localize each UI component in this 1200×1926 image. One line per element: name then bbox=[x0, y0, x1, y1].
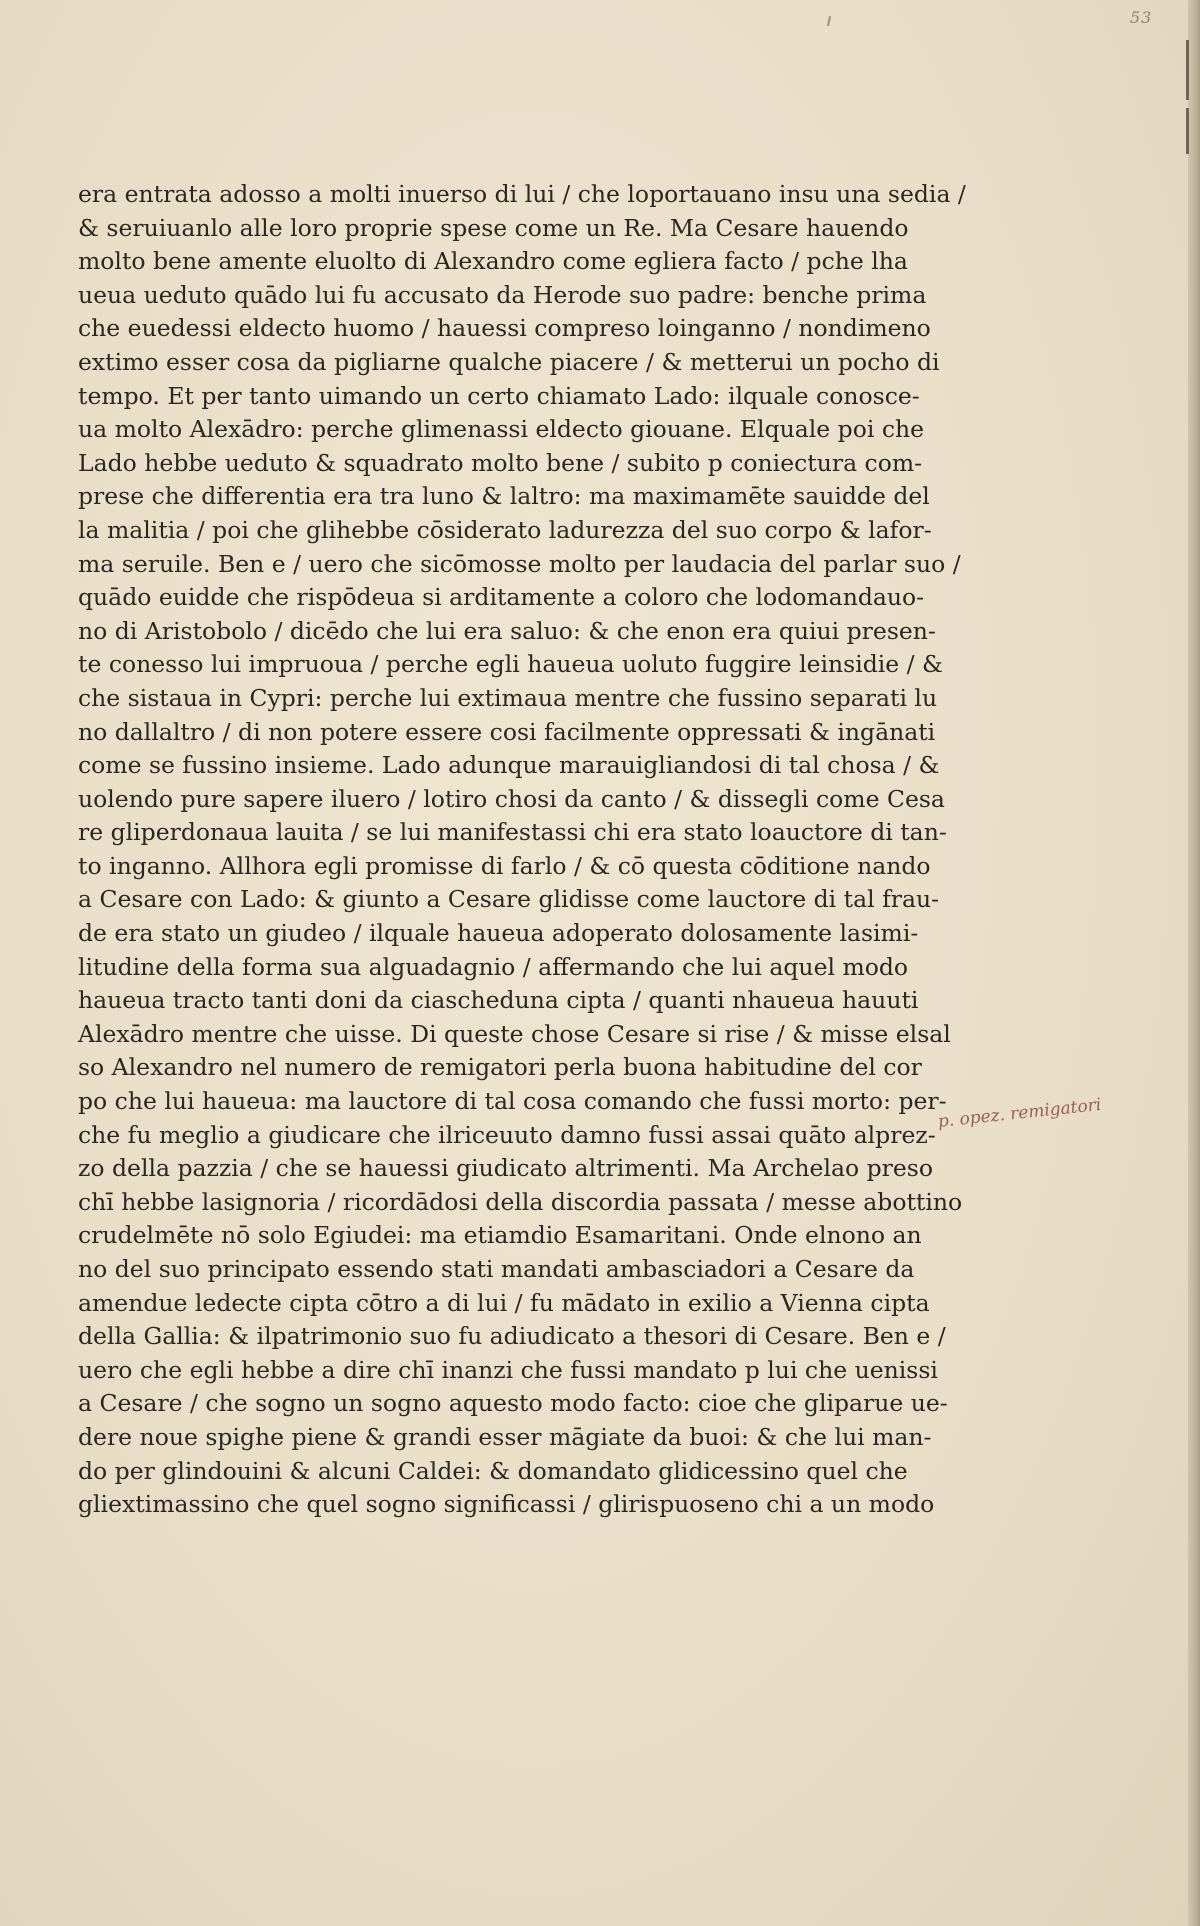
text-line: era entrata adosso a molti inuerso di lui / che loportauano insu una sedia / bbox=[78, 180, 966, 208]
page-speck bbox=[827, 16, 831, 26]
text-line: uolendo pure sapere iluero / lotiro chosi da canto / & dissegli come Cesa bbox=[78, 784, 945, 813]
text-line: do per glindouini & alcuni Caldei: & domandato glidicessino quel che bbox=[78, 1456, 908, 1485]
edge-mark bbox=[1186, 40, 1189, 100]
page-number: 53 bbox=[1130, 8, 1153, 27]
text-line: no di Aristobolo / dicēdo che lui era saluo: & che enon era quiui presen- bbox=[78, 616, 936, 645]
text-line: quādo euidde che rispōdeua si arditamente a coloro che lodomandauo- bbox=[78, 583, 925, 612]
text-line: re gliperdonaua lauita / se lui manifestassi chi era stato loauctore di tan- bbox=[78, 818, 947, 847]
text-line: prese che differentia era tra luno & laltro: ma maximamēte sauidde del bbox=[78, 482, 930, 511]
edge-mark bbox=[1186, 108, 1189, 154]
text-line: ma seruile. Ben e / uero che sicōmosse molto per laudacia del parlar suo / bbox=[78, 549, 961, 578]
text-line: crudelmēte nō solo Egiudei: ma etiamdio Esamaritani. Onde elnono an bbox=[78, 1221, 922, 1250]
text-line: che euedessi eldecto huomo / hauessi compreso loinganno / nondimeno bbox=[78, 314, 931, 343]
text-line: extimo esser cosa da pigliarne qualche piacere / & metterui un pocho di bbox=[78, 347, 940, 376]
text-line: della Gallia: & ilpatrimonio suo fu adiudicato a thesori di Cesare. Ben e / bbox=[78, 1322, 946, 1351]
text-line: po che lui haueua: ma lauctore di tal cosa comando che fussi morto: per- bbox=[78, 1087, 947, 1116]
text-line: amendue ledecte cipta cōtro a di lui / fu mādato in exilio a Vienna cipta bbox=[78, 1288, 930, 1317]
text-line: zo della pazzia / che se hauessi giudicato altrimenti. Ma Archelao preso bbox=[78, 1154, 933, 1183]
text-line: de era stato un giudeo / ilquale haueua adoperato dolosamente lasimi- bbox=[78, 919, 919, 948]
text-line: a Cesare con Lado: & giunto a Cesare glidisse come lauctore di tal frau- bbox=[78, 885, 940, 914]
text-line: & seruiuanlo alle loro proprie spese come un Re. Ma Cesare hauendo bbox=[78, 213, 909, 242]
text-line: uero che egli hebbe a dire chī inanzi che fussi mandato p lui che uenissi bbox=[78, 1355, 938, 1384]
text-line: to inganno. Allhora egli promisse di farlo / & cō questa cōditione nando bbox=[78, 851, 931, 880]
text-line: te conesso lui impruoua / perche egli haueua uoluto fuggire leinsidie / & bbox=[78, 650, 943, 679]
marginal-note bbox=[938, 1090, 1178, 1160]
text-line: a Cesare / che sogno un sogno aquesto modo facto: cioe che gliparue ue- bbox=[78, 1389, 948, 1418]
text-line: no del suo principato essendo stati mandati ambasciadori a Cesare da bbox=[78, 1255, 915, 1283]
text-line: molto bene amente eluolto di Alexandro come egliera facto / pche lha bbox=[78, 247, 908, 276]
text-line: litudine della forma sua alguadagnio / affermando che lui aquel modo bbox=[78, 952, 909, 981]
text-line: gliextimassino che quel sogno significassi / glirispuoseno chi a un modo bbox=[78, 1490, 935, 1519]
text-line: tempo. Et per tanto uimando un certo chiamato Lado: ilquale conosce- bbox=[78, 381, 920, 410]
text-line: la malitia / poi che glihebbe cōsiderato ladurezza del suo corpo & lafor- bbox=[78, 515, 932, 544]
text-line: Lado hebbe ueduto & squadrato molto bene / subito p coniectura com- bbox=[78, 448, 923, 477]
text-line: che sistaua in Cypri: perche lui extimaua mentre che fussino separati lu bbox=[78, 683, 938, 712]
page-edge bbox=[1188, 0, 1200, 1926]
text-line: haueua tracto tanti doni da ciascheduna cipta / quanti nhaueua hauuti bbox=[78, 986, 919, 1015]
marginal-note-text: p. opez. remigatori bbox=[936, 1094, 1103, 1132]
text-line: chī hebbe lasignoria / ricordādosi della discordia passata / messe abottino bbox=[78, 1187, 963, 1216]
text-line: no dallaltro / di non potere essere cosi facilmente oppressati & ingānati bbox=[78, 717, 936, 746]
text-line: come se fussino insieme. Lado adunque marauigliandosi di tal chosa / & bbox=[78, 751, 940, 780]
text-block bbox=[78, 178, 966, 1522]
text-line: dere noue spighe piene & grandi esser māgiate da buoi: & che lui man- bbox=[78, 1422, 932, 1451]
text-line: ueua ueduto quādo lui fu accusato da Herode suo padre: benche prima bbox=[78, 280, 927, 309]
text-line: ua molto Alexādro: perche glimenassi eldecto giouane. Elquale poi che bbox=[78, 415, 925, 444]
text-line: so Alexandro nel numero de remigatori perla buona habitudine del cor bbox=[78, 1053, 922, 1082]
text-line: Alexādro mentre che uisse. Di queste chose Cesare si rise / & misse elsal bbox=[78, 1019, 951, 1048]
text-line: che fu meglio a giudicare che ilriceuuto damno fussi assai quāto alprez- bbox=[78, 1120, 936, 1149]
